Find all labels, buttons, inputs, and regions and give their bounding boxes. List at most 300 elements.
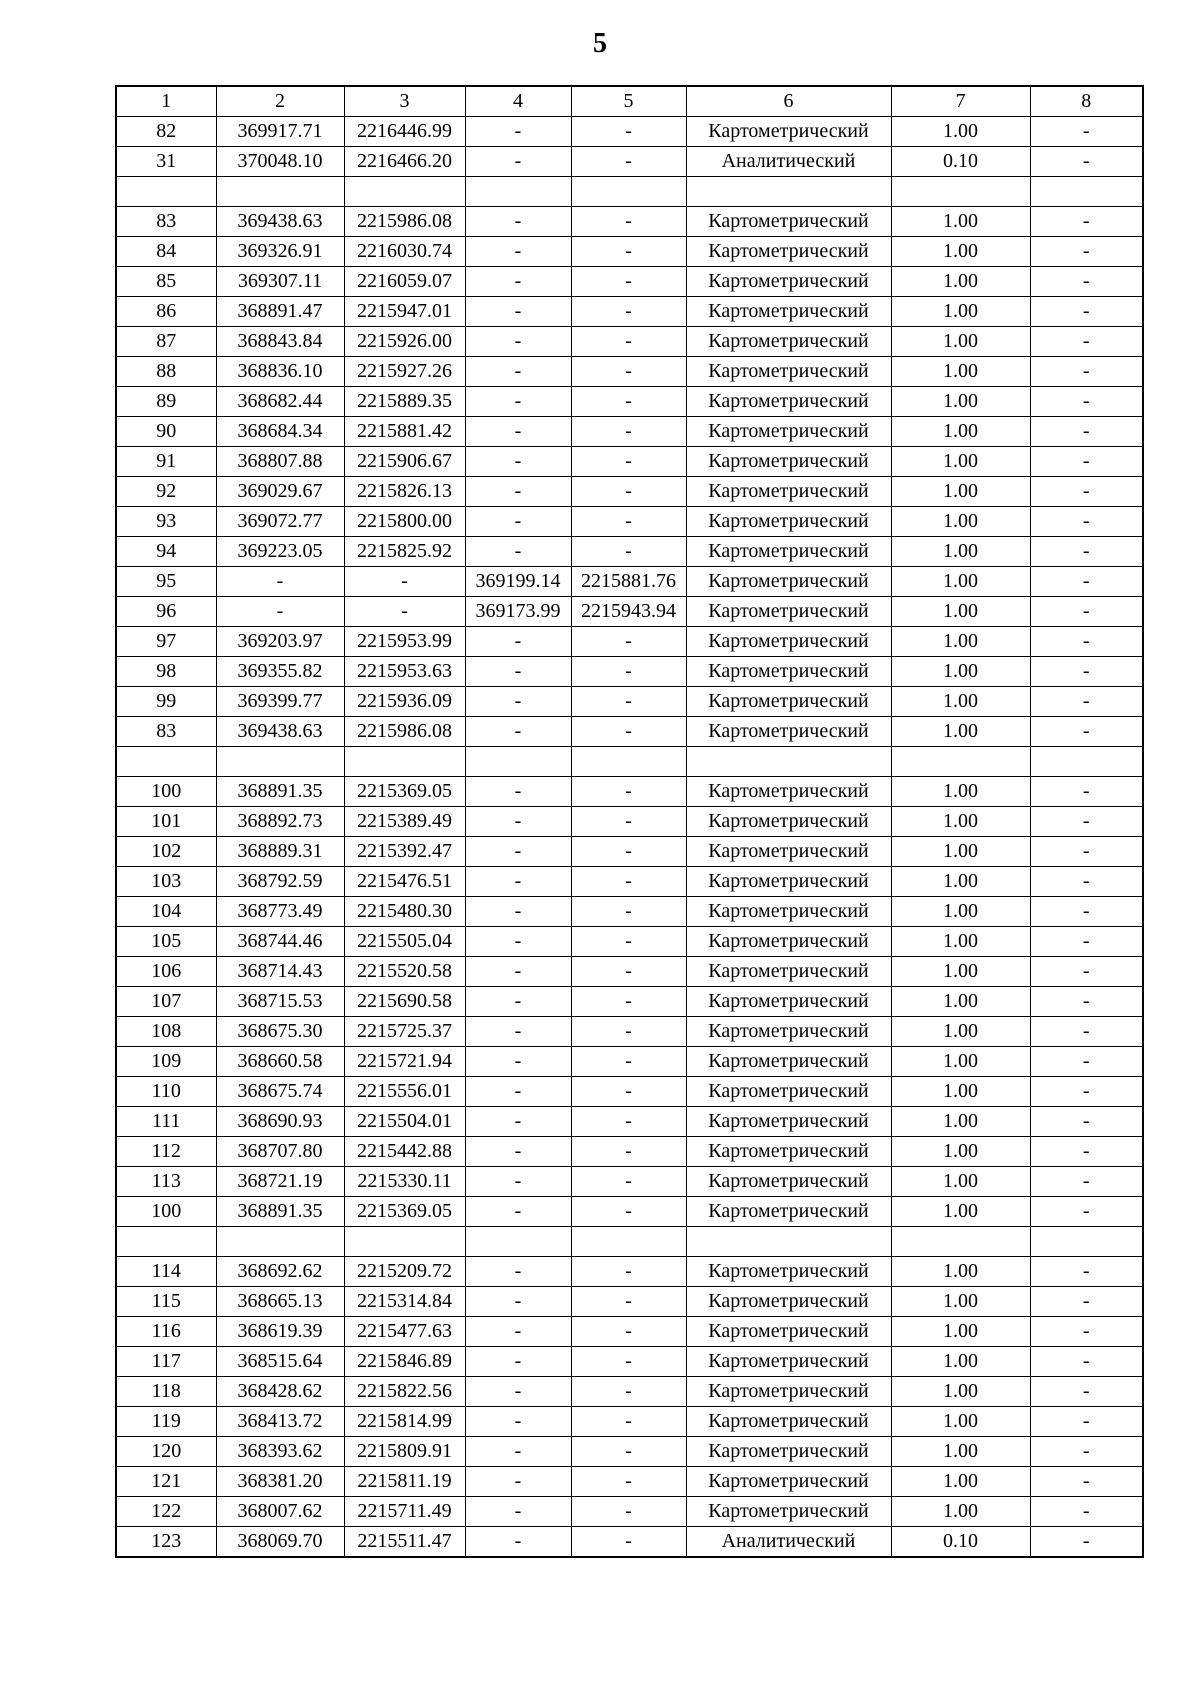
cell-y-new: - [571, 357, 686, 387]
cell-point-number: 92 [116, 477, 216, 507]
table-row [116, 717, 1143, 747]
cell-point-number: 86 [116, 297, 216, 327]
cell-note [1030, 1227, 1143, 1257]
cell-accuracy: 1.00 [891, 687, 1030, 717]
cell-note: - [1030, 837, 1143, 867]
cell-x-new: - [465, 267, 571, 297]
table-row [116, 177, 1143, 207]
cell-method: Картометрический [686, 1017, 891, 1047]
cell-accuracy: 1.00 [891, 1167, 1030, 1197]
cell-point-number: 123 [116, 1527, 216, 1558]
cell-x-new: - [465, 147, 571, 177]
cell-method: Картометрический [686, 1437, 891, 1467]
cell-note: - [1030, 1167, 1143, 1197]
cell-y-new: - [571, 1347, 686, 1377]
cell-point-number: 91 [116, 447, 216, 477]
cell-accuracy: 1.00 [891, 267, 1030, 297]
cell-x-new: - [465, 1317, 571, 1347]
cell-x-new: - [465, 807, 571, 837]
cell-note: - [1030, 627, 1143, 657]
cell-x-new: - [465, 1107, 571, 1137]
cell-accuracy: 1.00 [891, 1197, 1030, 1227]
cell-note: - [1030, 447, 1143, 477]
cell-note: - [1030, 717, 1143, 747]
table-row [116, 597, 1143, 627]
cell-x-coordinate: 369203.97 [216, 627, 344, 657]
cell-y-new: - [571, 1527, 686, 1558]
cell-point-number: 120 [116, 1437, 216, 1467]
cell-accuracy: 1.00 [891, 777, 1030, 807]
cell-note: - [1030, 297, 1143, 327]
cell-note: - [1030, 657, 1143, 687]
cell-y-coordinate: 2215800.00 [344, 507, 465, 537]
cell-note: - [1030, 807, 1143, 837]
cell-accuracy: 1.00 [891, 537, 1030, 567]
cell-y-coordinate: - [344, 597, 465, 627]
cell-accuracy: 1.00 [891, 1317, 1030, 1347]
cell-x-new: - [465, 1347, 571, 1377]
cell-note: - [1030, 117, 1143, 147]
cell-note: - [1030, 507, 1143, 537]
cell-y-coordinate: 2215442.88 [344, 1137, 465, 1167]
cell-x-coordinate: 368675.30 [216, 1017, 344, 1047]
cell-accuracy: 1.00 [891, 867, 1030, 897]
cell-y-new: - [571, 837, 686, 867]
cell-y-coordinate: 2215953.99 [344, 627, 465, 657]
cell-point-number: 83 [116, 207, 216, 237]
header-cell-y-coordinate: 3 [344, 86, 465, 117]
cell-x-new: - [465, 717, 571, 747]
cell-x-new: - [465, 1377, 571, 1407]
cell-method: Картометрический [686, 597, 891, 627]
cell-point-number: 122 [116, 1497, 216, 1527]
cell-y-new: - [571, 807, 686, 837]
cell-x-new: - [465, 657, 571, 687]
cell-y-coordinate: 2215520.58 [344, 957, 465, 987]
cell-x-coordinate: 368744.46 [216, 927, 344, 957]
cell-x-coordinate: 368892.73 [216, 807, 344, 837]
cell-y-coordinate: 2216466.20 [344, 147, 465, 177]
cell-x-new: - [465, 1497, 571, 1527]
cell-note: - [1030, 1047, 1143, 1077]
cell-method: Картометрический [686, 1497, 891, 1527]
cell-note: - [1030, 1497, 1143, 1527]
cell-method: Картометрический [686, 1197, 891, 1227]
cell-point-number: 115 [116, 1287, 216, 1317]
cell-point-number: 116 [116, 1317, 216, 1347]
cell-accuracy [891, 177, 1030, 207]
cell-y-new: - [571, 657, 686, 687]
cell-x-coordinate: - [216, 597, 344, 627]
cell-note: - [1030, 267, 1143, 297]
cell-note: - [1030, 567, 1143, 597]
cell-y-coordinate: 2215721.94 [344, 1047, 465, 1077]
header-cell-accuracy: 7 [891, 86, 1030, 117]
table-row [116, 447, 1143, 477]
cell-x-new: - [465, 537, 571, 567]
cell-x-coordinate: 368069.70 [216, 1527, 344, 1558]
cell-accuracy: 1.00 [891, 357, 1030, 387]
cell-x-new [465, 177, 571, 207]
table-row [116, 1287, 1143, 1317]
cell-point-number: 107 [116, 987, 216, 1017]
cell-x-new: - [465, 237, 571, 267]
cell-accuracy: 1.00 [891, 1347, 1030, 1377]
table-row [116, 1437, 1143, 1467]
table-row [116, 1257, 1143, 1287]
table-row [116, 117, 1143, 147]
cell-note: - [1030, 147, 1143, 177]
cell-x-new: 369173.99 [465, 597, 571, 627]
cell-point-number: 82 [116, 117, 216, 147]
cell-x-new: - [465, 957, 571, 987]
cell-note: - [1030, 867, 1143, 897]
cell-note: - [1030, 1287, 1143, 1317]
cell-accuracy: 1.00 [891, 897, 1030, 927]
cell-method: Картометрический [686, 837, 891, 867]
cell-y-coordinate: 2215389.49 [344, 807, 465, 837]
table-row [116, 987, 1143, 1017]
cell-y-coordinate: 2215953.63 [344, 657, 465, 687]
cell-x-coordinate: 368707.80 [216, 1137, 344, 1167]
cell-note: - [1030, 1107, 1143, 1137]
table-row [116, 627, 1143, 657]
cell-point-number [116, 1227, 216, 1257]
cell-y-new: - [571, 1407, 686, 1437]
cell-y-new: - [571, 867, 686, 897]
cell-y-new: - [571, 327, 686, 357]
cell-accuracy: 1.00 [891, 1137, 1030, 1167]
cell-x-coordinate: 368515.64 [216, 1347, 344, 1377]
cell-y-new: - [571, 1497, 686, 1527]
cell-accuracy: 1.00 [891, 837, 1030, 867]
cell-method: Картометрический [686, 357, 891, 387]
cell-method: Картометрический [686, 1287, 891, 1317]
cell-y-coordinate: 2215511.47 [344, 1527, 465, 1558]
cell-method: Картометрический [686, 1377, 891, 1407]
cell-x-coordinate: 369029.67 [216, 477, 344, 507]
header-cell-x-new: 4 [465, 86, 571, 117]
cell-x-new: - [465, 387, 571, 417]
cell-x-coordinate: 368836.10 [216, 357, 344, 387]
cell-y-coordinate: 2215825.92 [344, 537, 465, 567]
cell-note: - [1030, 207, 1143, 237]
cell-accuracy: 1.00 [891, 927, 1030, 957]
cell-method [686, 1227, 891, 1257]
cell-y-new: - [571, 147, 686, 177]
cell-y-coordinate: 2215826.13 [344, 477, 465, 507]
cell-x-new: - [465, 1137, 571, 1167]
cell-point-number: 104 [116, 897, 216, 927]
cell-point-number: 102 [116, 837, 216, 867]
cell-y-new: - [571, 537, 686, 567]
cell-note: - [1030, 1527, 1143, 1558]
cell-note: - [1030, 357, 1143, 387]
cell-x-new: - [465, 987, 571, 1017]
cell-note: - [1030, 1347, 1143, 1377]
cell-y-coordinate: 2215392.47 [344, 837, 465, 867]
cell-x-new: - [465, 477, 571, 507]
cell-note: - [1030, 957, 1143, 987]
cell-x-coordinate: 368619.39 [216, 1317, 344, 1347]
cell-x-new: - [465, 1017, 571, 1047]
cell-y-coordinate: 2216059.07 [344, 267, 465, 297]
header-cell-point-number: 1 [116, 86, 216, 117]
cell-note: - [1030, 1137, 1143, 1167]
cell-method: Картометрический [686, 1137, 891, 1167]
cell-x-coordinate: 368792.59 [216, 867, 344, 897]
cell-y-new [571, 1227, 686, 1257]
table-row [116, 1047, 1143, 1077]
table-row [116, 777, 1143, 807]
cell-method: Аналитический [686, 147, 891, 177]
table-row [116, 537, 1143, 567]
cell-x-new: - [465, 1287, 571, 1317]
cell-method: Картометрический [686, 927, 891, 957]
cell-note: - [1030, 1467, 1143, 1497]
cell-accuracy: 1.00 [891, 567, 1030, 597]
cell-y-new: - [571, 477, 686, 507]
cell-point-number: 31 [116, 147, 216, 177]
cell-y-new: - [571, 507, 686, 537]
cell-note: - [1030, 1197, 1143, 1227]
cell-note: - [1030, 1377, 1143, 1407]
cell-note: - [1030, 387, 1143, 417]
cell-point-number: 114 [116, 1257, 216, 1287]
cell-accuracy: 1.00 [891, 1407, 1030, 1437]
cell-y-coordinate: 2215476.51 [344, 867, 465, 897]
cell-point-number: 85 [116, 267, 216, 297]
cell-y-new: - [571, 297, 686, 327]
cell-x-new [465, 747, 571, 777]
cell-x-coordinate: 369326.91 [216, 237, 344, 267]
cell-note: - [1030, 1017, 1143, 1047]
table-row [116, 1527, 1143, 1558]
cell-method: Картометрический [686, 897, 891, 927]
cell-y-coordinate: 2215209.72 [344, 1257, 465, 1287]
table-row [116, 327, 1143, 357]
cell-y-coordinate: 2215926.00 [344, 327, 465, 357]
cell-accuracy: 1.00 [891, 1497, 1030, 1527]
cell-x-coordinate: 369438.63 [216, 717, 344, 747]
cell-method: Картометрический [686, 657, 891, 687]
cell-y-new: - [571, 1167, 686, 1197]
cell-x-coordinate: - [216, 567, 344, 597]
cell-method: Картометрический [686, 1257, 891, 1287]
cell-accuracy: 1.00 [891, 237, 1030, 267]
cell-y-new: - [571, 1077, 686, 1107]
cell-y-new: - [571, 1317, 686, 1347]
header-cell-note: 8 [1030, 86, 1143, 117]
cell-method: Картометрический [686, 507, 891, 537]
cell-y-new: - [571, 1257, 686, 1287]
cell-accuracy: 1.00 [891, 987, 1030, 1017]
cell-x-coordinate: 368843.84 [216, 327, 344, 357]
cell-point-number: 95 [116, 567, 216, 597]
cell-point-number: 84 [116, 237, 216, 267]
cell-y-coordinate: 2215314.84 [344, 1287, 465, 1317]
table-row [116, 207, 1143, 237]
page-number: 5 [593, 28, 607, 59]
cell-accuracy: 1.00 [891, 717, 1030, 747]
cell-y-new: - [571, 987, 686, 1017]
cell-note: - [1030, 1257, 1143, 1287]
cell-y-new: 2215881.76 [571, 567, 686, 597]
cell-y-new: - [571, 117, 686, 147]
cell-y-coordinate: 2215711.49 [344, 1497, 465, 1527]
cell-point-number: 118 [116, 1377, 216, 1407]
table-body [116, 86, 1143, 1557]
table-row [116, 1077, 1143, 1107]
cell-y-new: - [571, 627, 686, 657]
cell-method: Картометрический [686, 1467, 891, 1497]
cell-point-number: 111 [116, 1107, 216, 1137]
cell-x-new: 369199.14 [465, 567, 571, 597]
cell-y-coordinate: 2215811.19 [344, 1467, 465, 1497]
cell-x-coordinate: 368690.93 [216, 1107, 344, 1137]
cell-method: Картометрический [686, 687, 891, 717]
cell-accuracy: 1.00 [891, 1437, 1030, 1467]
cell-x-new: - [465, 327, 571, 357]
cell-accuracy: 1.00 [891, 1287, 1030, 1317]
cell-point-number: 110 [116, 1077, 216, 1107]
cell-y-new: - [571, 387, 686, 417]
cell-x-new: - [465, 1167, 571, 1197]
cell-y-coordinate: 2215927.26 [344, 357, 465, 387]
cell-x-coordinate: 368891.47 [216, 297, 344, 327]
cell-x-new: - [465, 507, 571, 537]
cell-x-coordinate: 368413.72 [216, 1407, 344, 1437]
cell-x-new: - [465, 417, 571, 447]
cell-y-new: - [571, 957, 686, 987]
cell-y-coordinate: 2215330.11 [344, 1167, 465, 1197]
cell-note [1030, 747, 1143, 777]
cell-point-number: 105 [116, 927, 216, 957]
cell-point-number: 119 [116, 1407, 216, 1437]
cell-x-coordinate: 368682.44 [216, 387, 344, 417]
cell-x-new: - [465, 1527, 571, 1558]
cell-x-coordinate: 368660.58 [216, 1047, 344, 1077]
cell-y-new: - [571, 927, 686, 957]
cell-x-coordinate [216, 177, 344, 207]
cell-accuracy: 1.00 [891, 1017, 1030, 1047]
cell-method: Картометрический [686, 537, 891, 567]
cell-y-coordinate: 2215814.99 [344, 1407, 465, 1437]
cell-x-new: - [465, 117, 571, 147]
cell-point-number: 103 [116, 867, 216, 897]
cell-y-coordinate: 2215986.08 [344, 207, 465, 237]
cell-x-coordinate: 369399.77 [216, 687, 344, 717]
table-row [116, 387, 1143, 417]
cell-y-coordinate: 2216030.74 [344, 237, 465, 267]
cell-x-coordinate: 370048.10 [216, 147, 344, 177]
cell-note: - [1030, 687, 1143, 717]
cell-x-new: - [465, 297, 571, 327]
cell-accuracy: 1.00 [891, 1377, 1030, 1407]
cell-note: - [1030, 1407, 1143, 1437]
table-row [116, 267, 1143, 297]
cell-accuracy: 1.00 [891, 1047, 1030, 1077]
table-row [116, 357, 1143, 387]
cell-x-new: - [465, 1257, 571, 1287]
cell-x-new [465, 1227, 571, 1257]
cell-x-new: - [465, 207, 571, 237]
table-row [116, 1167, 1143, 1197]
cell-point-number: 113 [116, 1167, 216, 1197]
cell-x-coordinate: 368393.62 [216, 1437, 344, 1467]
cell-y-coordinate: 2215480.30 [344, 897, 465, 927]
cell-x-coordinate: 368428.62 [216, 1377, 344, 1407]
cell-x-new: - [465, 1407, 571, 1437]
cell-x-coordinate: 368889.31 [216, 837, 344, 867]
table-row [116, 1197, 1143, 1227]
cell-y-new [571, 177, 686, 207]
cell-x-new: - [465, 1437, 571, 1467]
cell-y-new: - [571, 1137, 686, 1167]
cell-x-new: - [465, 1197, 571, 1227]
cell-method: Картометрический [686, 627, 891, 657]
cell-method: Картометрический [686, 207, 891, 237]
cell-point-number [116, 177, 216, 207]
cell-y-coordinate: 2215936.09 [344, 687, 465, 717]
cell-x-coordinate: 369307.11 [216, 267, 344, 297]
cell-x-coordinate: 369223.05 [216, 537, 344, 567]
cell-method: Картометрический [686, 957, 891, 987]
cell-y-coordinate: 2215846.89 [344, 1347, 465, 1377]
cell-x-new: - [465, 1047, 571, 1077]
cell-y-new: - [571, 417, 686, 447]
cell-accuracy [891, 1227, 1030, 1257]
cell-method [686, 747, 891, 777]
cell-point-number: 106 [116, 957, 216, 987]
table-row [116, 657, 1143, 687]
cell-accuracy: 1.00 [891, 957, 1030, 987]
cell-accuracy: 1.00 [891, 477, 1030, 507]
cell-method: Картометрический [686, 387, 891, 417]
cell-method: Картометрический [686, 1167, 891, 1197]
cell-y-coordinate: 2215947.01 [344, 297, 465, 327]
table-row [116, 1107, 1143, 1137]
cell-point-number: 97 [116, 627, 216, 657]
cell-x-coordinate: 368684.34 [216, 417, 344, 447]
cell-method: Картометрический [686, 1407, 891, 1437]
cell-method: Картометрический [686, 267, 891, 297]
table-row [116, 1497, 1143, 1527]
cell-y-coordinate: 2215505.04 [344, 927, 465, 957]
cell-x-new: - [465, 777, 571, 807]
cell-accuracy: 1.00 [891, 1107, 1030, 1137]
cell-accuracy: 0.10 [891, 147, 1030, 177]
cell-accuracy: 1.00 [891, 207, 1030, 237]
cell-accuracy: 1.00 [891, 117, 1030, 147]
cell-y-coordinate: 2215369.05 [344, 1197, 465, 1227]
cell-x-coordinate: 368773.49 [216, 897, 344, 927]
cell-y-coordinate: 2215369.05 [344, 777, 465, 807]
table-row [116, 297, 1143, 327]
cell-y-new: - [571, 267, 686, 297]
cell-x-coordinate: 369438.63 [216, 207, 344, 237]
cell-note [1030, 177, 1143, 207]
cell-note: - [1030, 237, 1143, 267]
cell-method: Картометрический [686, 1077, 891, 1107]
table-row [116, 1227, 1143, 1257]
cell-x-coordinate: 368891.35 [216, 777, 344, 807]
cell-x-coordinate: 368721.19 [216, 1167, 344, 1197]
cell-y-new: - [571, 1467, 686, 1497]
cell-point-number [116, 747, 216, 777]
cell-y-coordinate: 2215809.91 [344, 1437, 465, 1467]
cell-x-coordinate: 368807.88 [216, 447, 344, 477]
